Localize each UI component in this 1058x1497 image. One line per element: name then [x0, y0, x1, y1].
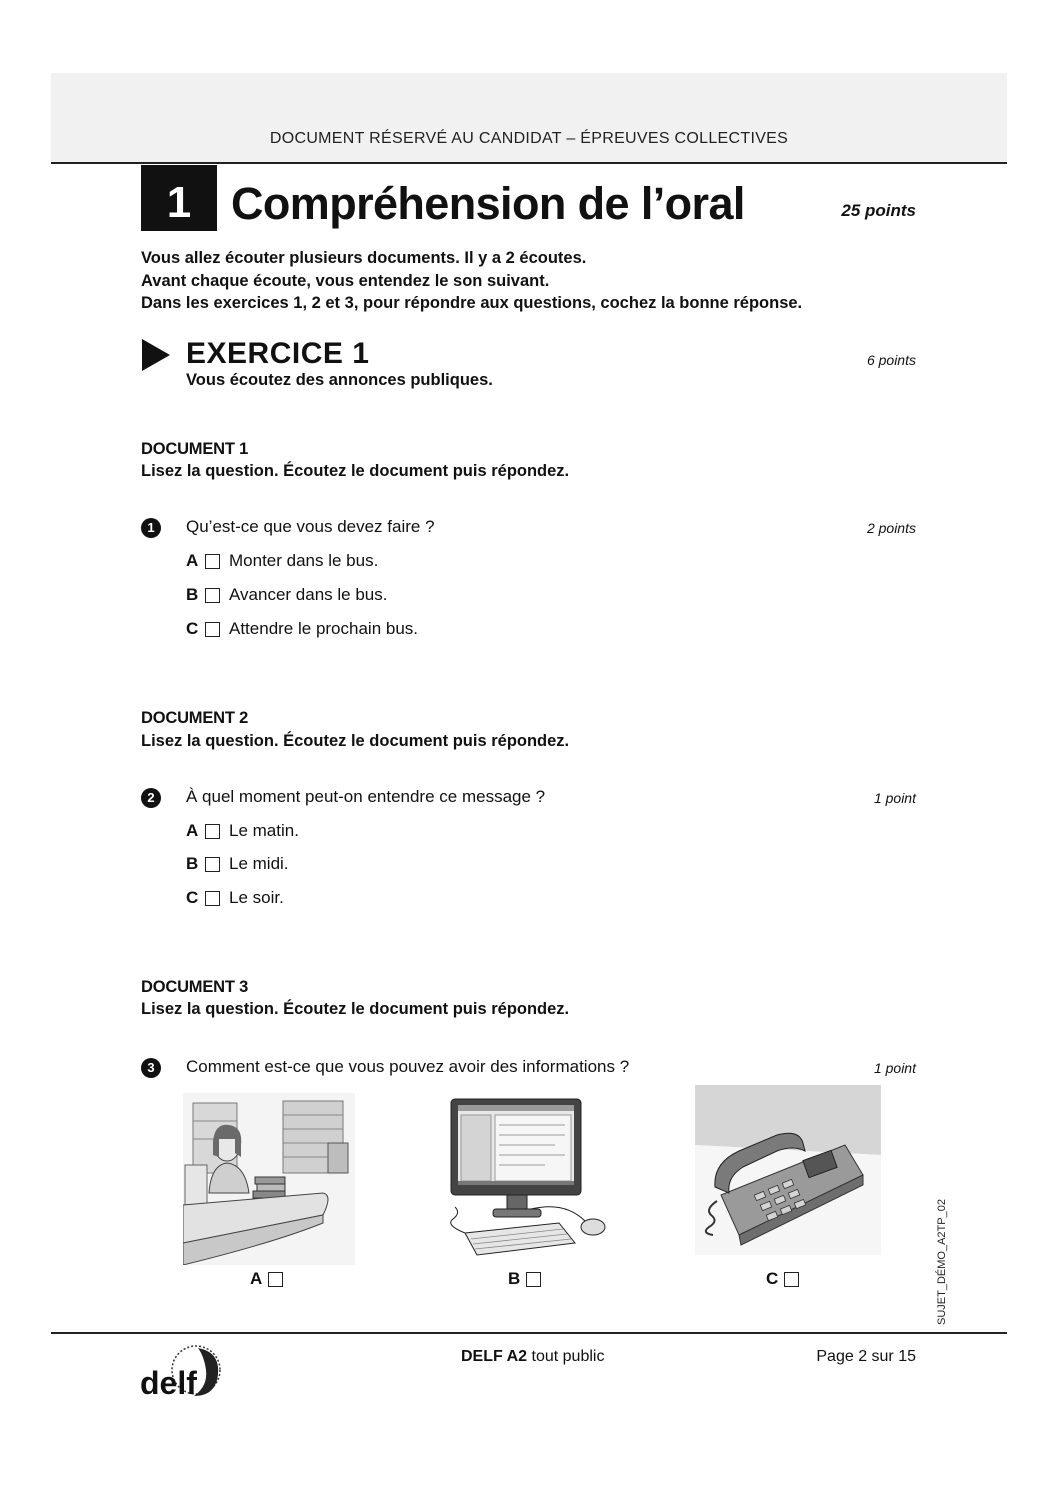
image-answer-option[interactable]	[508, 1269, 541, 1289]
option-letter: C	[766, 1269, 779, 1288]
option-letter: C	[186, 888, 199, 907]
footer-divider	[51, 1332, 1007, 1334]
option-letter: B	[508, 1269, 521, 1288]
intro-instructions	[141, 247, 802, 315]
exercise-points: 6 points	[866, 352, 916, 368]
intro-line: Vous allez écouter plusieurs documents. Il y a 2 écoutes.	[141, 249, 587, 267]
delf-logo	[138, 1340, 228, 1404]
option-letter: A	[186, 551, 199, 570]
receptionist-desk-image	[183, 1093, 355, 1265]
answer-option[interactable]	[186, 585, 387, 605]
image-answer-option[interactable]	[766, 1269, 799, 1289]
document-instruction: Lisez la question. Écoutez le document puis répondez.	[141, 732, 570, 750]
answer-checkbox[interactable]	[205, 824, 220, 839]
answer-option[interactable]	[186, 821, 299, 841]
intro-line: Avant chaque écoute, vous entendez le son suivant.	[141, 271, 550, 290]
option-letter: A	[186, 821, 199, 840]
question-points: 1 point	[873, 790, 916, 806]
question-number-badge: 2	[141, 788, 161, 808]
section-points: 25 points	[841, 201, 916, 220]
option-letter: C	[186, 619, 199, 638]
telephone-image	[695, 1085, 881, 1255]
document-title: DOCUMENT 2	[141, 709, 249, 727]
document-title: DOCUMENT 1	[141, 440, 249, 458]
play-arrow-icon	[142, 339, 170, 371]
answer-checkbox[interactable]	[526, 1272, 541, 1287]
option-text: Le soir.	[229, 888, 284, 907]
answer-option[interactable]	[186, 551, 378, 571]
option-text: Avancer dans le bus.	[229, 585, 388, 604]
answer-option[interactable]	[186, 888, 284, 908]
section-title: Compréhension de l’oral	[231, 178, 745, 229]
answer-checkbox[interactable]	[205, 622, 220, 637]
page-number: Page 2 sur 15	[816, 1348, 916, 1365]
option-text: Le midi.	[229, 854, 289, 873]
answer-checkbox[interactable]	[205, 857, 220, 872]
question-text: Qu’est-ce que vous devez faire ?	[186, 517, 435, 536]
answer-checkbox[interactable]	[784, 1272, 799, 1287]
question-number-badge: 3	[141, 1058, 161, 1078]
exercise-subtitle: Vous écoutez des annonces publiques.	[186, 371, 493, 389]
intro-line: Dans les exercices 1, 2 et 3, pour répondre aux questions, cochez la bonne réponse.	[141, 294, 803, 312]
option-text: Attendre le prochain bus.	[229, 619, 419, 638]
document-code: SUJET_DÉMO_A2TP_02	[936, 1199, 948, 1325]
document-instruction: Lisez la question. Écoutez le document puis répondez.	[141, 1000, 570, 1018]
question-points: 1 point	[873, 1060, 916, 1076]
answer-option[interactable]	[186, 619, 418, 639]
question-number-badge: 1	[141, 518, 161, 538]
question-text: À quel moment peut-on entendre ce message ?	[186, 787, 546, 806]
answer-option[interactable]	[186, 854, 289, 874]
answer-checkbox[interactable]	[268, 1272, 283, 1287]
computer-image	[435, 1093, 615, 1265]
option-letter: B	[186, 854, 199, 873]
option-text: Le matin.	[229, 821, 299, 840]
footer-exam-label	[461, 1348, 604, 1366]
image-answer-option[interactable]	[250, 1269, 283, 1289]
option-text: Monter dans le bus.	[229, 551, 379, 570]
document-instruction: Lisez la question. Écoutez le document puis répondez.	[141, 462, 570, 480]
footer-exam-audience: tout public	[527, 1348, 605, 1365]
document-title: DOCUMENT 3	[141, 978, 249, 996]
answer-checkbox[interactable]	[205, 891, 220, 906]
question-text: Comment est-ce que vous pouvez avoir des informations ?	[186, 1057, 630, 1076]
question-points: 2 points	[866, 520, 916, 536]
header-text: DOCUMENT RÉSERVÉ AU CANDIDAT – ÉPREUVES COLLECTIVES	[269, 130, 789, 147]
header-band	[51, 73, 1007, 164]
exercise-title: EXERCICE 1	[186, 337, 370, 370]
section-number: 1	[141, 165, 217, 231]
logo-text: delf	[140, 1365, 197, 1401]
option-letter: A	[250, 1269, 263, 1288]
answer-checkbox[interactable]	[205, 588, 220, 603]
footer-exam-level: DELF A2	[461, 1348, 528, 1365]
answer-checkbox[interactable]	[205, 554, 220, 569]
option-letter: B	[186, 585, 199, 604]
